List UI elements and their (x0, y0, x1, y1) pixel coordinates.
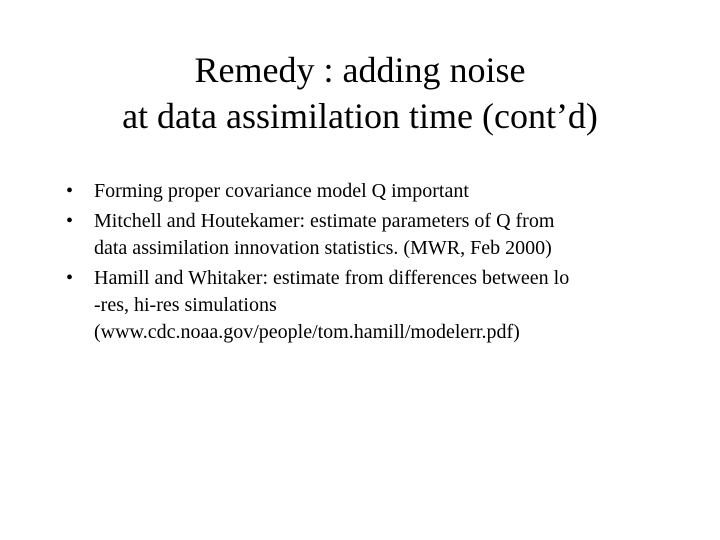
bullet-line: Forming proper covariance model Q important (94, 180, 469, 202)
bullet-line: Hamill and Whitaker: estimate from differences between lo (94, 267, 570, 289)
bullet-dot: • (66, 267, 74, 289)
bullet-line: -res, hi-res simulations (94, 294, 277, 316)
bullet-item (60, 178, 700, 205)
bullet-item (60, 265, 700, 346)
slide-title-line: Remedy : adding noise (194, 50, 526, 90)
bullet-text (94, 265, 700, 346)
bullet-dot: • (66, 180, 74, 202)
bullet-text (94, 178, 700, 205)
bullet-list (60, 178, 700, 349)
bullet-dot: • (66, 210, 74, 232)
slide-title-line: at data assimilation time (cont’d) (122, 96, 598, 136)
bullet-line: Mitchell and Houtekamer: estimate parameters of Q from (94, 210, 555, 232)
bullet-text (94, 208, 700, 262)
bullet-line: (www.cdc.noaa.gov/people/tom.hamill/modelerr.pdf) (94, 321, 520, 343)
bullet-item (60, 208, 700, 262)
slide-title (0, 47, 720, 139)
bullet-line: data assimilation innovation statistics. (MWR, Feb 2000) (94, 237, 552, 259)
